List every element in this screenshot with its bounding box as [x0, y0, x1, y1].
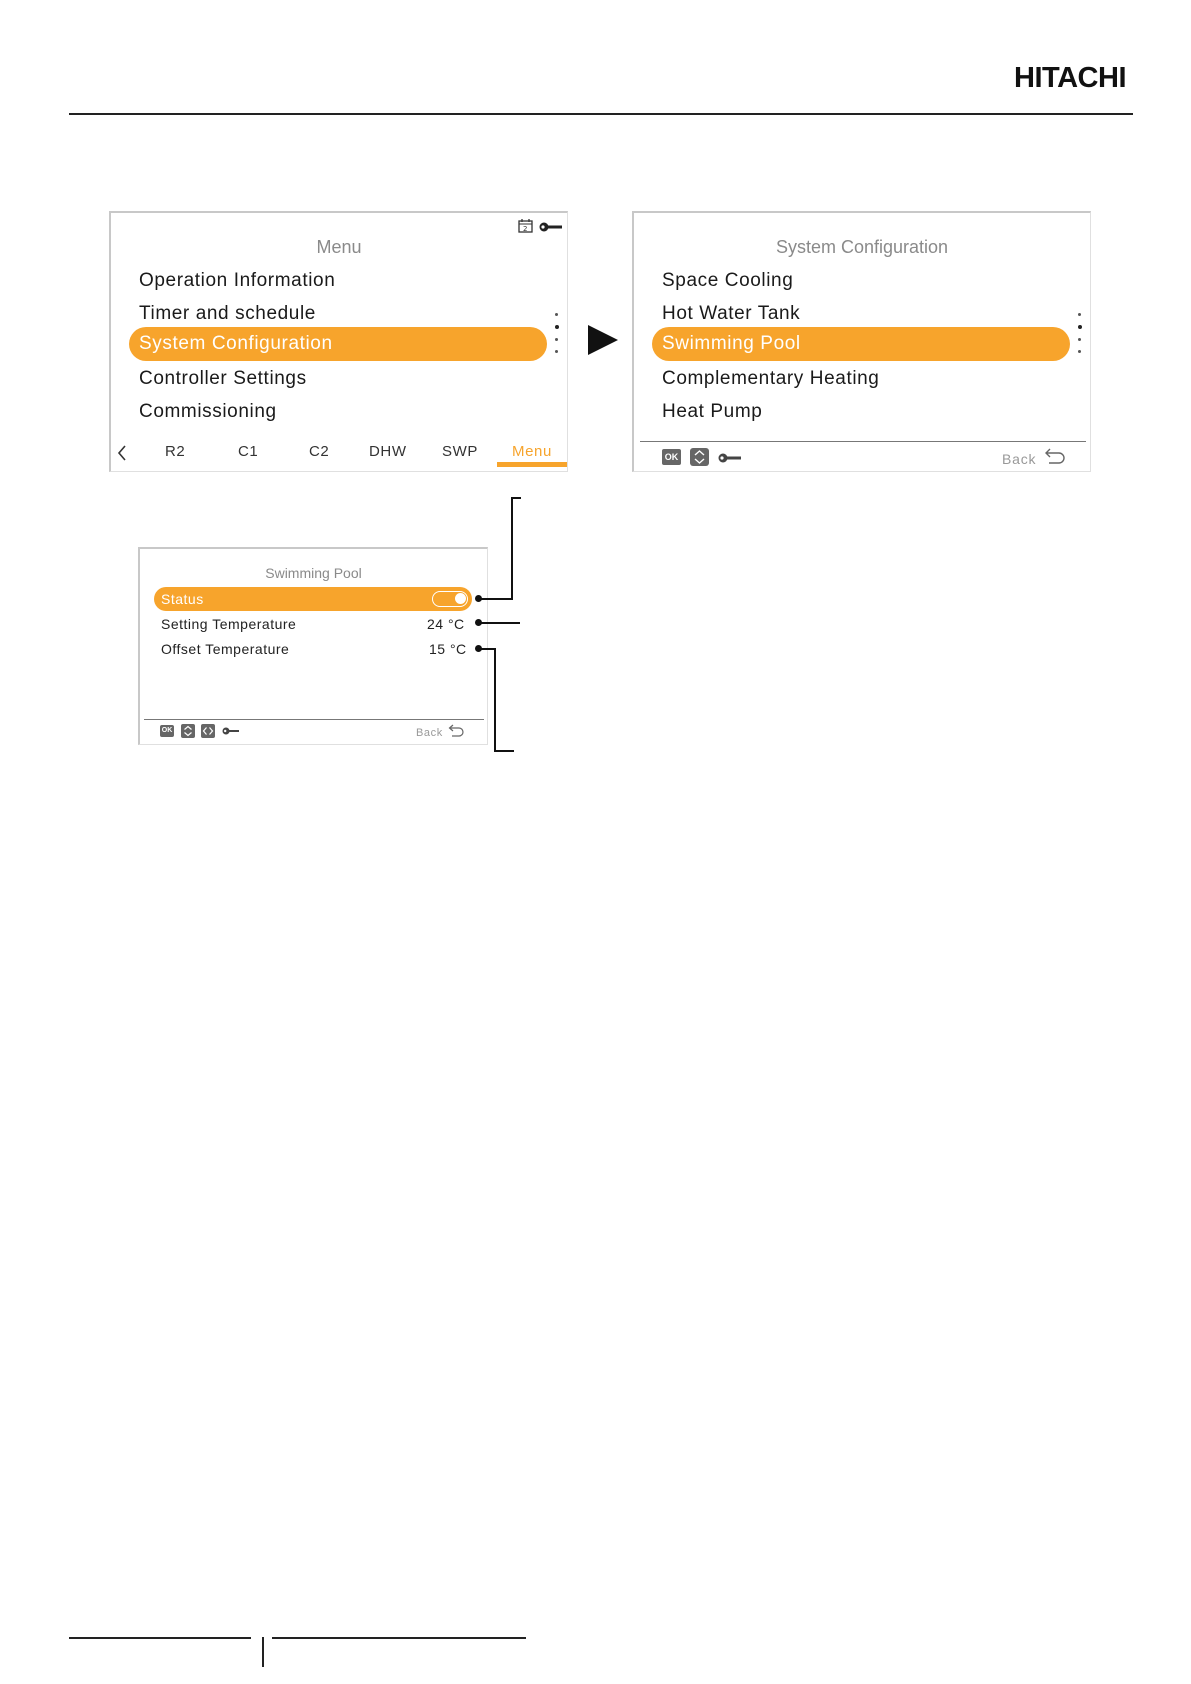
menu-item-commissioning[interactable]: Commissioning: [139, 401, 277, 422]
hitachi-logo: HITACHI: [1014, 62, 1126, 94]
tab-c1[interactable]: C1: [238, 443, 259, 460]
left-right-icon[interactable]: [201, 724, 215, 738]
ok-button[interactable]: OK: [662, 449, 681, 465]
calendar-icon: [517, 218, 535, 234]
callout-line-top-vertical: [511, 497, 513, 600]
next-arrow-icon: [588, 325, 618, 355]
scroll-indicator: [555, 313, 559, 362]
system-configuration-screen: [632, 211, 1091, 472]
wrench-icon: [718, 451, 742, 465]
back-arrow-icon[interactable]: [448, 723, 465, 737]
tab-menu[interactable]: Menu: [512, 443, 552, 460]
tab-swp[interactable]: SWP: [442, 443, 478, 460]
back-arrow-icon[interactable]: [1044, 446, 1066, 464]
swimming-pool-title: Swimming Pool: [265, 565, 362, 581]
callout-dot-setting: [475, 619, 482, 626]
status-icons: [517, 217, 563, 235]
offset-temperature-label[interactable]: Offset Temperature: [161, 641, 290, 657]
callout-line-status: [478, 598, 513, 600]
up-down-icon[interactable]: [181, 724, 195, 738]
header-rule: [69, 113, 1133, 115]
back-label[interactable]: Back: [1002, 451, 1037, 467]
system-configuration-title: System Configuration: [775, 237, 949, 257]
menu-item-heat-pump[interactable]: Heat Pump: [662, 401, 763, 422]
menu-title: Menu: [316, 237, 362, 257]
svg-text:2: 2: [523, 225, 528, 233]
callout-line-offset-vertical: [494, 648, 496, 752]
ok-button[interactable]: OK: [160, 725, 174, 737]
menu-item-hot-water-tank[interactable]: Hot Water Tank: [662, 303, 801, 324]
callout-dot-offset: [475, 645, 482, 652]
menu-item-complementary-heating[interactable]: Complementary Heating: [662, 368, 880, 389]
menu-item-system-configuration[interactable]: System Configuration: [129, 327, 547, 361]
wrench-icon: [539, 220, 563, 234]
callout-line-top-tick: [511, 497, 521, 499]
back-label[interactable]: Back: [416, 727, 443, 739]
tab-dhw[interactable]: DHW: [369, 443, 407, 460]
toggle-knob: [455, 593, 466, 604]
menu-item-swimming-pool[interactable]: Swimming Pool: [652, 327, 1070, 361]
footer-rule-right: [272, 1637, 526, 1639]
callout-line-offset-bottom: [494, 750, 514, 752]
setting-temperature-label[interactable]: Setting Temperature: [161, 616, 297, 632]
status-label: Status: [161, 591, 204, 607]
tab-r2[interactable]: R2: [165, 443, 186, 460]
menu-item-timer-and-schedule[interactable]: Timer and schedule: [139, 303, 316, 324]
menu-item-space-cooling[interactable]: Space Cooling: [662, 270, 794, 291]
swimming-pool-screen: [138, 547, 488, 745]
offset-temperature-value[interactable]: 15 °C: [429, 641, 467, 657]
menu-item-operation-information[interactable]: Operation Information: [139, 270, 336, 291]
footer-divider: [144, 719, 484, 720]
setting-temperature-value[interactable]: 24 °C: [427, 616, 465, 632]
tab-c2[interactable]: C2: [309, 443, 330, 460]
wrench-icon: [222, 726, 240, 736]
footer-divider: [640, 441, 1086, 442]
footer-divider-tick: [262, 1637, 264, 1667]
chevron-left-icon[interactable]: [116, 444, 128, 462]
active-tab-indicator: [497, 462, 567, 467]
up-down-icon[interactable]: [690, 448, 709, 466]
menu-item-controller-settings[interactable]: Controller Settings: [139, 368, 307, 389]
callout-dot-status: [475, 595, 482, 602]
status-toggle[interactable]: [432, 591, 468, 607]
menu-screen: [109, 211, 568, 472]
footer-rule-left: [69, 1637, 251, 1639]
scroll-indicator: [1078, 313, 1082, 362]
callout-line-setting: [478, 622, 520, 624]
